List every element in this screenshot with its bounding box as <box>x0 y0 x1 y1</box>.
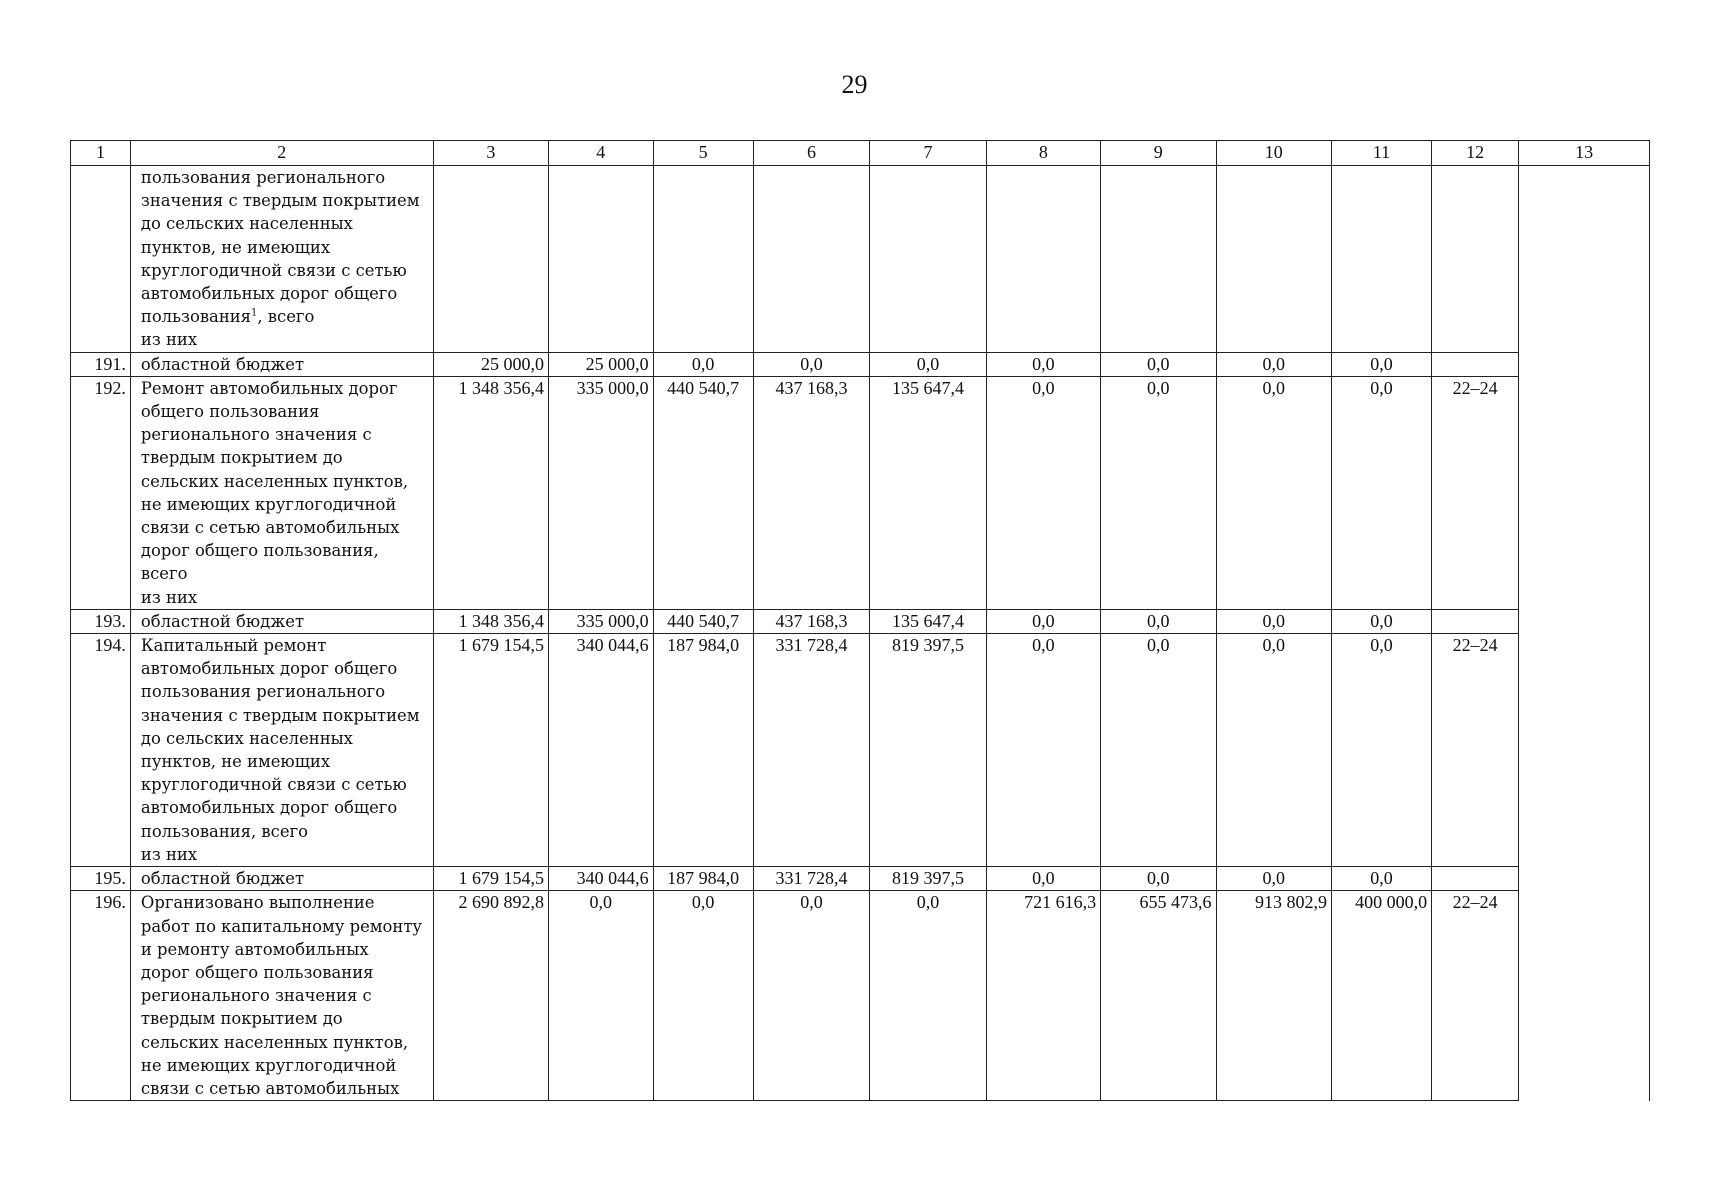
value-cell: 0,0 <box>753 352 870 376</box>
value-cell: 0,0 <box>1331 352 1431 376</box>
value-cell: 25 000,0 <box>433 352 548 376</box>
value-cell: 0,0 <box>1101 376 1216 609</box>
table-row <box>71 352 1650 376</box>
value-cell: 440 540,7 <box>653 376 753 609</box>
value-cell: 655 473,6 <box>1101 891 1216 1101</box>
years-cell: 22–24 <box>1432 634 1519 867</box>
column-header: 1 <box>71 141 131 166</box>
value-cell <box>1331 166 1431 353</box>
table-row <box>71 634 1650 867</box>
value-cell: 0,0 <box>1216 634 1331 867</box>
value-cell: 0,0 <box>1216 609 1331 633</box>
value-cell <box>1101 166 1216 353</box>
table-row <box>71 867 1650 891</box>
value-cell: 0,0 <box>653 891 753 1101</box>
years-cell <box>1432 166 1519 353</box>
years-cell <box>1432 609 1519 633</box>
row-description: областной бюджет <box>130 867 433 891</box>
years-cell: 22–24 <box>1432 376 1519 609</box>
value-cell: 0,0 <box>986 352 1100 376</box>
value-cell: 0,0 <box>1331 609 1431 633</box>
column-header: 2 <box>130 141 433 166</box>
value-cell: 25 000,0 <box>549 352 654 376</box>
value-cell: 0,0 <box>753 891 870 1101</box>
notes-cell <box>1519 166 1650 1101</box>
row-number: 191. <box>71 352 131 376</box>
value-cell: 1 348 356,4 <box>433 376 548 609</box>
description-text: пользования регионального значения с твердым покрытием до сельских населенных пунктов, не имеющих круглогодичной связи с сетью автомобильных дорог общего пользования <box>140 168 420 327</box>
column-header: 10 <box>1216 141 1331 166</box>
row-description: Капитальный ремонт автомобильных дорог общего пользования регионального значения с твердым покрытием до сельских населенных пунктов, не имеющих круглогодичной связи с сетью автомобильных дорог общего пользования, всего из них <box>130 634 433 867</box>
value-cell: 187 984,0 <box>653 867 753 891</box>
column-header: 7 <box>870 141 987 166</box>
value-cell: 819 397,5 <box>870 867 987 891</box>
value-cell: 0,0 <box>870 891 987 1101</box>
years-cell <box>1432 352 1519 376</box>
value-cell: 135 647,4 <box>870 609 987 633</box>
column-header: 9 <box>1101 141 1216 166</box>
row-number-cell <box>71 166 131 353</box>
row-description <box>130 166 433 353</box>
row-description: Ремонт автомобильных дорог общего пользования регионального значения с твердым покрытием до сельских населенных пунктов, не имеющих круглогодичной связи с сетью автомобильных дорог общего пользования, всего из них <box>130 376 433 609</box>
value-cell: 331 728,4 <box>753 867 870 891</box>
page-number: 29 <box>841 70 868 99</box>
value-cell: 437 168,3 <box>753 376 870 609</box>
column-header: 5 <box>653 141 753 166</box>
value-cell <box>1216 166 1331 353</box>
column-header: 12 <box>1432 141 1519 166</box>
value-cell: 0,0 <box>986 867 1100 891</box>
value-cell: 0,0 <box>549 891 654 1101</box>
value-cell: 187 984,0 <box>653 634 753 867</box>
row-description: областной бюджет <box>130 352 433 376</box>
description-tail: , всего из них <box>140 307 315 350</box>
value-cell: 2 690 892,8 <box>433 891 548 1101</box>
value-cell: 0,0 <box>986 634 1100 867</box>
column-header: 3 <box>433 141 548 166</box>
footnote-mark: 1 <box>251 307 258 319</box>
value-cell: 331 728,4 <box>753 634 870 867</box>
value-cell: 135 647,4 <box>870 376 987 609</box>
value-cell: 335 000,0 <box>549 609 654 633</box>
value-cell: 0,0 <box>1331 376 1431 609</box>
row-number: 193. <box>71 609 131 633</box>
value-cell: 0,0 <box>1216 867 1331 891</box>
value-cell <box>433 166 548 353</box>
column-header: 8 <box>986 141 1100 166</box>
row-number: 194. <box>71 634 131 867</box>
column-header: 6 <box>753 141 870 166</box>
table-row <box>71 891 1650 1101</box>
value-cell: 0,0 <box>986 376 1100 609</box>
value-cell <box>753 166 870 353</box>
row-number: 195. <box>71 867 131 891</box>
value-cell: 400 000,0 <box>1331 891 1431 1101</box>
value-cell: 335 000,0 <box>549 376 654 609</box>
column-number-row <box>71 141 1650 166</box>
value-cell: 0,0 <box>1216 376 1331 609</box>
column-header: 11 <box>1331 141 1431 166</box>
budget-table <box>70 140 1650 1101</box>
column-header: 13 <box>1519 141 1650 166</box>
value-cell: 437 168,3 <box>753 609 870 633</box>
value-cell: 340 044,6 <box>549 634 654 867</box>
value-cell: 819 397,5 <box>870 634 987 867</box>
value-cell: 1 348 356,4 <box>433 609 548 633</box>
value-cell <box>653 166 753 353</box>
table-row <box>71 609 1650 633</box>
value-cell: 0,0 <box>1331 634 1431 867</box>
value-cell: 340 044,6 <box>549 867 654 891</box>
value-cell <box>986 166 1100 353</box>
years-cell <box>1432 867 1519 891</box>
value-cell: 0,0 <box>986 609 1100 633</box>
column-header: 4 <box>549 141 654 166</box>
value-cell: 721 616,3 <box>986 891 1100 1101</box>
row-number: 196. <box>71 891 131 1101</box>
value-cell <box>870 166 987 353</box>
value-cell: 0,0 <box>653 352 753 376</box>
value-cell: 0,0 <box>1101 867 1216 891</box>
row-description: Организовано выполнение работ по капитальному ремонту и ремонту автомобильных дорог общего пользования регионального значения с твердым покрытием до сельских населенных пунктов, не имеющих круглогодичной связи с сетью автомобильных <box>130 891 433 1101</box>
value-cell: 0,0 <box>870 352 987 376</box>
continuation-row <box>71 166 1650 353</box>
value-cell: 0,0 <box>1216 352 1331 376</box>
row-number: 192. <box>71 376 131 609</box>
table-row <box>71 376 1650 609</box>
value-cell <box>549 166 654 353</box>
value-cell: 0,0 <box>1101 609 1216 633</box>
value-cell: 0,0 <box>1101 634 1216 867</box>
years-cell: 22–24 <box>1432 891 1519 1101</box>
value-cell: 913 802,9 <box>1216 891 1331 1101</box>
row-description: областной бюджет <box>130 609 433 633</box>
value-cell: 0,0 <box>1101 352 1216 376</box>
value-cell: 1 679 154,5 <box>433 867 548 891</box>
value-cell: 440 540,7 <box>653 609 753 633</box>
value-cell: 1 679 154,5 <box>433 634 548 867</box>
value-cell: 0,0 <box>1331 867 1431 891</box>
